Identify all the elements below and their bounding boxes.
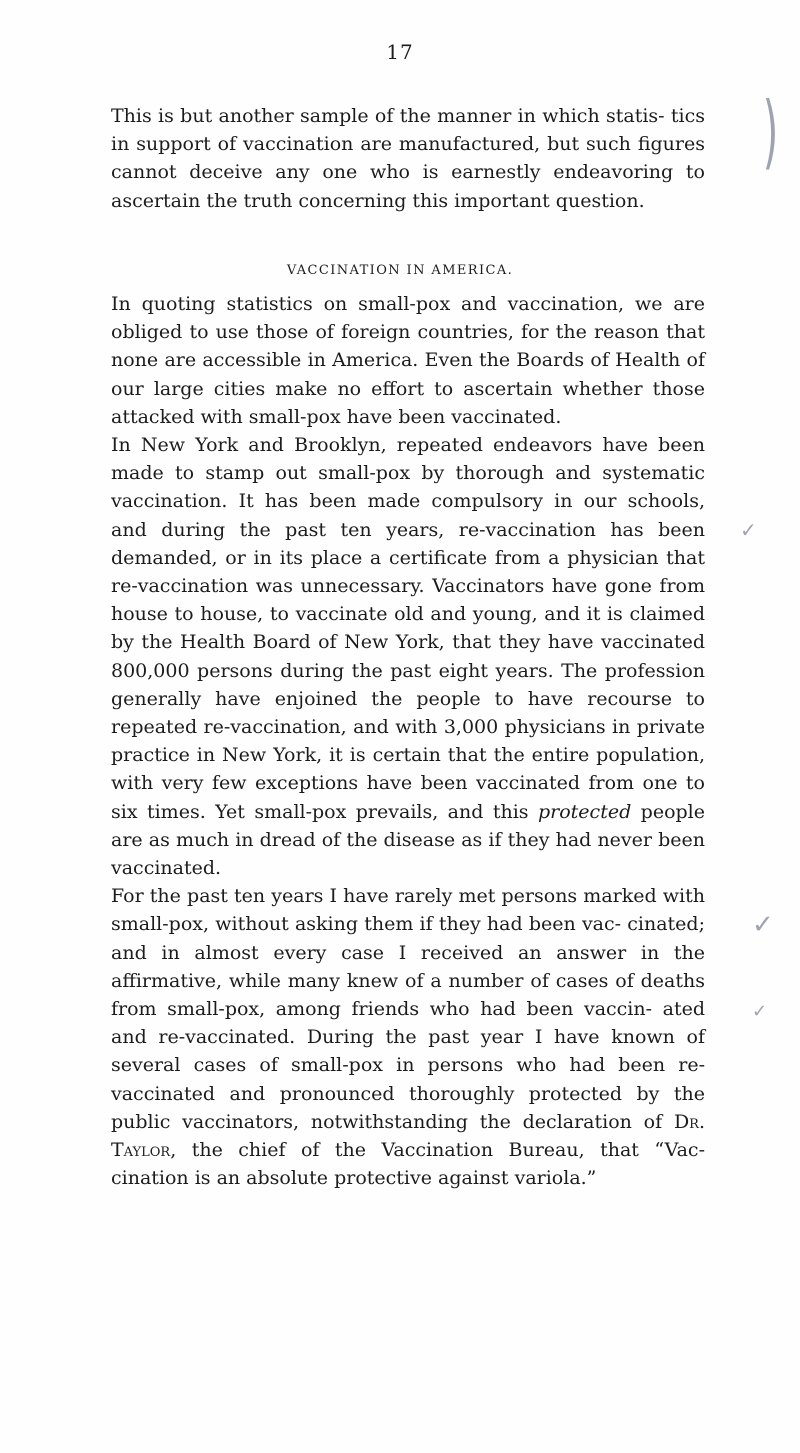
section-heading: VACCINATION IN AMERICA. [286,263,514,278]
margin-mark-bracket: ) [762,85,779,178]
paragraph-3-end: people are as much in dread of the disease as if they had never been vaccinated. [111,800,706,880]
paragraph-4-end: , the chief of the Vaccination Bureau, that “Vac- cination is an absolute protective against variola.” [111,1139,705,1190]
paragraph-4 [111,882,705,1192]
paragraph-4-name: Dr. Taylor [111,1110,706,1162]
text-block-top [111,102,705,215]
margin-mark-check: ✓ [740,518,757,542]
paragraph-4-text: For the past ten years I have rarely met persons marked with small-pox, without asking them if they had been vac- cinated; and in almost every case I received an answer in the affirmative, while many knew of a number of cases of deaths from small-pox, among friends who had been vaccin- ated and re-vaccinated. During the past year I have known of several cases of small-pox in persons who had been re-vaccinated and pronounced thoroughly protected by the public vaccinators, notwithstanding the declaration of [111,885,705,1133]
paragraph-1: This is but another sample of the manner in which statis- tics in support of vaccination are manufactured, but such figures cannot deceive any one who is earnestly endeavoring to ascertain the truth concerning this important question. [111,105,705,212]
paragraph-3 [111,431,705,882]
text-block-body [111,290,705,1193]
margin-mark-check: ✓ [752,910,774,940]
paragraph-2: In quoting statistics on small-pox and vaccination, we are obliged to use those of foreign countries, for the reason that none are accessible in America. Even the Boards of Health of our large cities make no effort to ascertain whether those attacked with small-pox have been vaccinated. [111,293,705,428]
margin-mark-check: ✓ [752,1001,768,1022]
paragraph-3-emphasis: protected [537,800,632,823]
paragraph-3-text: In New York and Brooklyn, repeated endeavors have been made to stamp out small-pox by thorough and systematic vaccination. It has been made compulsory in our schools, and during the past ten years, re-vaccination has been demanded, or in its place a certificate from a physician that re-vaccination was unnecessary. Vaccinators have gone from house to house, to vaccinate old and young, and it is claimed by the Health Board of New York, that they have vaccinated 800,000 persons during the past eight years. The profession generally have enjoined the people to have recourse to repeated re-vaccination, and with 3,000 physicians in private practice in New York, it is certain that the entire population, with very few exceptions have been vaccinated from one to six times. Yet small-pox prevails, and this [111,434,705,823]
page-number: 17 [386,40,414,64]
